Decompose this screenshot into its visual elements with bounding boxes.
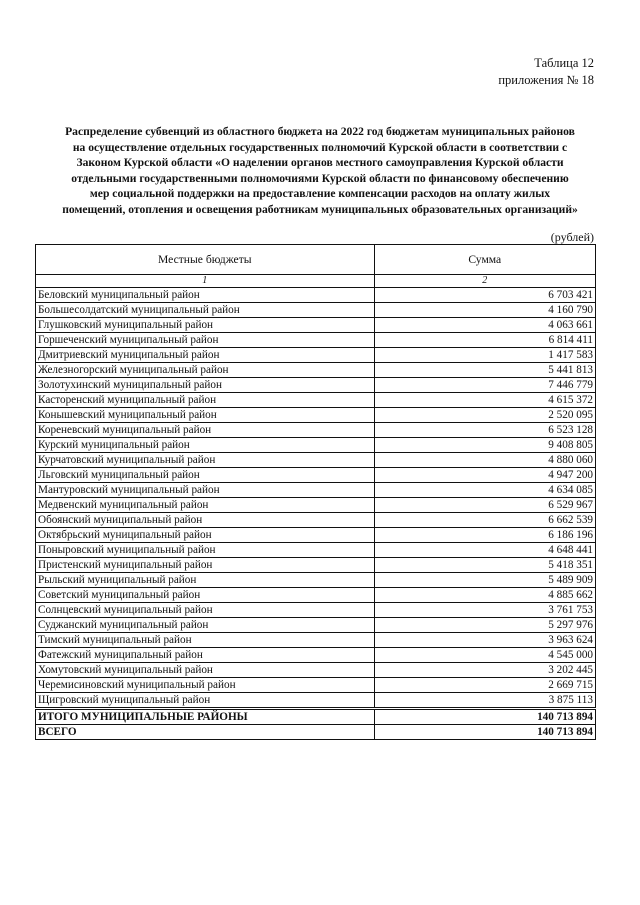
table-row — [36, 288, 596, 303]
district-amount: 2 669 715 — [374, 678, 595, 693]
table-reference — [498, 55, 594, 89]
district-amount: 6 186 196 — [374, 528, 595, 543]
table-row — [36, 498, 596, 513]
district-amount: 4 634 085 — [374, 483, 595, 498]
table-row — [36, 453, 596, 468]
table-row — [36, 678, 596, 693]
district-amount: 3 963 624 — [374, 633, 595, 648]
subvention-table — [35, 244, 596, 740]
document-title — [30, 124, 610, 218]
table-label: Таблица 12 — [534, 56, 594, 70]
table-row — [36, 633, 596, 648]
table-row — [36, 603, 596, 618]
district-name: Пристенский муниципальный район — [36, 558, 375, 573]
column-header-amount: Сумма — [374, 245, 595, 275]
district-name: Золотухинский муниципальный район — [36, 378, 375, 393]
total-districts-amount: 140 713 894 — [374, 709, 595, 725]
table-row — [36, 468, 596, 483]
district-amount: 6 523 128 — [374, 423, 595, 438]
district-name: Беловский муниципальный район — [36, 288, 375, 303]
title-line: отдельными государственными полномочиями Курской области по финансовому обеспечению — [71, 171, 569, 185]
header-row — [36, 245, 596, 275]
district-name: Курский муниципальный район — [36, 438, 375, 453]
district-amount: 2 520 095 — [374, 408, 595, 423]
district-amount: 5 441 813 — [374, 363, 595, 378]
district-amount: 1 417 583 — [374, 348, 595, 363]
table-row — [36, 558, 596, 573]
table-row — [36, 423, 596, 438]
district-name: Льговский муниципальный район — [36, 468, 375, 483]
district-name: Кореневский муниципальный район — [36, 423, 375, 438]
appendix-label: приложения № 18 — [498, 73, 594, 87]
units-label: (рублей) — [550, 230, 594, 244]
column-number: 1 — [36, 275, 375, 288]
district-amount: 4 648 441 — [374, 543, 595, 558]
district-amount: 5 418 351 — [374, 558, 595, 573]
district-name: Конышевский муниципальный район — [36, 408, 375, 423]
table-row — [36, 693, 596, 709]
district-name: Фатежский муниципальный район — [36, 648, 375, 663]
total-districts-label: ИТОГО МУНИЦИПАЛЬНЫЕ РАЙОНЫ — [36, 709, 375, 725]
table-row — [36, 408, 596, 423]
grand-total-label: ВСЕГО — [36, 725, 375, 740]
district-name: Горшеченский муниципальный район — [36, 333, 375, 348]
table-totals — [36, 709, 596, 740]
title-line: Распределение субвенций из областного бюджета на 2022 год бюджетам муниципальных районов — [65, 125, 575, 138]
district-amount: 5 297 976 — [374, 618, 595, 633]
district-name: Медвенский муниципальный район — [36, 498, 375, 513]
district-amount: 4 160 790 — [374, 303, 595, 318]
district-name: Железногорский муниципальный район — [36, 363, 375, 378]
district-name: Советский муниципальный район — [36, 588, 375, 603]
table-row — [36, 528, 596, 543]
table-header — [36, 245, 596, 288]
table-row — [36, 543, 596, 558]
district-name: Глушковский муниципальный район — [36, 318, 375, 333]
district-amount: 6 814 411 — [374, 333, 595, 348]
table-row — [36, 348, 596, 363]
district-name: Обоянский муниципальный район — [36, 513, 375, 528]
table-row — [36, 363, 596, 378]
table-row — [36, 318, 596, 333]
table-row — [36, 588, 596, 603]
district-name: Суджанский муниципальный район — [36, 618, 375, 633]
column-header-budgets: Местные бюджеты — [36, 245, 375, 275]
title-line: на осуществление отдельных государственных полномочий Курской области в соответствии с — [72, 140, 568, 154]
title-line: мер социальной поддержки на предоставление компенсации расходов на оплату жилых — [89, 187, 551, 201]
district-name: Солнцевский муниципальный район — [36, 603, 375, 618]
total-districts-row — [36, 709, 596, 725]
column-number: 2 — [374, 275, 595, 288]
district-name: Поныровский муниципальный район — [36, 543, 375, 558]
title-line: Законом Курской области «О наделении органов местного самоуправления Курской области — [76, 156, 564, 170]
district-amount: 5 489 909 — [374, 573, 595, 588]
column-number-row — [36, 275, 596, 288]
district-amount: 3 761 753 — [374, 603, 595, 618]
table-row — [36, 438, 596, 453]
district-amount: 3 875 113 — [374, 693, 595, 709]
table-row — [36, 618, 596, 633]
table-row — [36, 663, 596, 678]
district-amount: 4 880 060 — [374, 453, 595, 468]
district-name: Рыльский муниципальный район — [36, 573, 375, 588]
district-amount: 3 202 445 — [374, 663, 595, 678]
table-row — [36, 378, 596, 393]
table-row — [36, 573, 596, 588]
table-body — [36, 288, 596, 709]
district-amount: 4 063 661 — [374, 318, 595, 333]
district-name: Хомутовский муниципальный район — [36, 663, 375, 678]
title-line: помещений, отопления и освещения работникам муниципальных образовательных организаций» — [62, 202, 578, 216]
table-row — [36, 483, 596, 498]
table-row — [36, 648, 596, 663]
district-amount: 4 947 200 — [374, 468, 595, 483]
district-amount: 6 662 539 — [374, 513, 595, 528]
table-row — [36, 393, 596, 408]
district-amount: 6 529 967 — [374, 498, 595, 513]
district-name: Дмитриевский муниципальный район — [36, 348, 375, 363]
district-amount: 9 408 805 — [374, 438, 595, 453]
table-row — [36, 303, 596, 318]
district-name: Тимский муниципальный район — [36, 633, 375, 648]
district-name: Октябрьский муниципальный район — [36, 528, 375, 543]
district-name: Касторенский муниципальный район — [36, 393, 375, 408]
table-row — [36, 513, 596, 528]
district-amount: 6 703 421 — [374, 288, 595, 303]
district-amount: 4 615 372 — [374, 393, 595, 408]
grand-total-amount: 140 713 894 — [374, 725, 595, 740]
district-amount: 4 545 000 — [374, 648, 595, 663]
district-name: Черемисиновский муниципальный район — [36, 678, 375, 693]
district-amount: 7 446 779 — [374, 378, 595, 393]
district-amount: 4 885 662 — [374, 588, 595, 603]
district-name: Мантуровский муниципальный район — [36, 483, 375, 498]
district-name: Большесолдатский муниципальный район — [36, 303, 375, 318]
district-name: Щигровский муниципальный район — [36, 693, 375, 709]
table-row — [36, 333, 596, 348]
grand-total-row — [36, 725, 596, 740]
district-name: Курчатовский муниципальный район — [36, 453, 375, 468]
